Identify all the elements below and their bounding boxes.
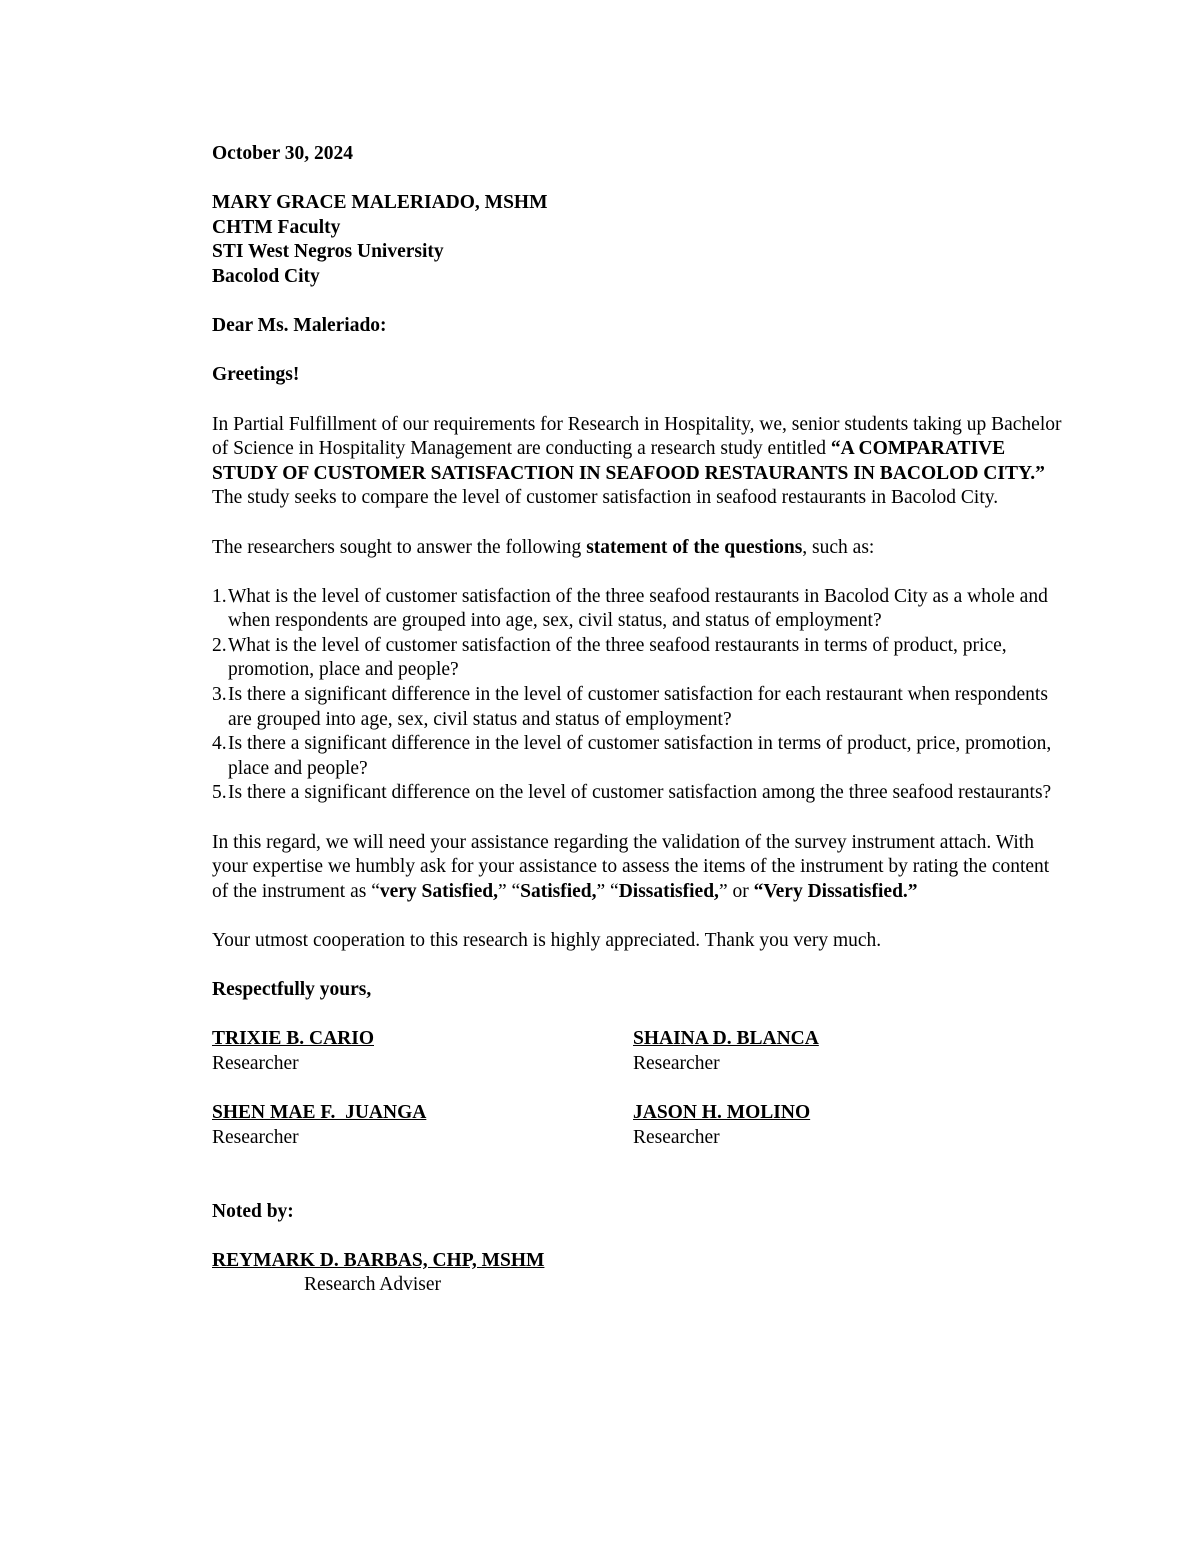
- researcher-name: SHAINA D. BLANCA: [633, 1028, 819, 1050]
- researcher-role: Researcher: [212, 1052, 299, 1074]
- questions-intro-before: The researchers sought to answer the following: [212, 536, 587, 558]
- researcher-name: TRIXIE B. CARIO: [212, 1028, 374, 1050]
- list-item-number: 1.: [212, 585, 227, 607]
- list-item-number: 5.: [212, 782, 227, 804]
- questions-list: [212, 585, 1062, 806]
- recipient-name: MARY GRACE MALERIADO, MSHM: [212, 192, 548, 214]
- recipient-block: [212, 191, 1062, 289]
- questions-intro-after: , such as:: [802, 536, 875, 558]
- request-quote: “: [371, 880, 380, 902]
- list-item: [212, 683, 1062, 732]
- list-item-text: Is there a significant difference on the level of customer satisfaction among the three seafood restaurants?: [228, 782, 1052, 804]
- rating-option-satisfied: Satisfied,: [520, 880, 597, 902]
- intro-text-after: The study seeks to compare the level of customer satisfaction in seafood restaurants in Bacolod City.: [212, 487, 999, 509]
- questions-intro: [212, 536, 1062, 561]
- list-item: [212, 732, 1062, 781]
- adviser-name: REYMARK D. BARBAS, CHP, MSHM: [212, 1249, 545, 1271]
- list-item-text: What is the level of customer satisfaction of the three seafood restaurants in terms of product, price, promotion, place and people?: [228, 634, 1007, 681]
- request-or: ” or: [718, 880, 754, 902]
- rating-option-dissatisfied: Dissatisfied,: [618, 880, 719, 902]
- intro-text-before: In Partial Fulfillment of our requirements for Research in Hospitality, we, senior students taking up Bachelor of Science in Hospitality Management are conducting a research study entitled: [212, 413, 1062, 460]
- researcher-role: Researcher: [212, 1126, 299, 1148]
- researcher-role: Researcher: [633, 1126, 720, 1148]
- rating-option-very-satisfied: very Satisfied,: [379, 880, 498, 902]
- request-paragraph: [212, 831, 1062, 905]
- list-item-number: 2.: [212, 634, 227, 656]
- researcher-role: Researcher: [633, 1052, 720, 1074]
- list-item-text: Is there a significant difference in the level of customer satisfaction for each restaurant when respondents are grouped into age, sex, civil status and status of employment?: [228, 684, 1048, 730]
- request-text: In this regard, we will need your assistance regarding the validation of the survey instrument attach. With your expertise we humbly ask for your assistance to assess the items of the instrument by rating the content of the instrument as: [212, 831, 1050, 902]
- letter-page: [212, 142, 1062, 1298]
- adviser-block: [212, 1249, 1062, 1298]
- greeting: Greetings!: [212, 364, 300, 386]
- list-item-number: 3.: [212, 684, 227, 706]
- signature-block: [633, 1027, 1062, 1076]
- list-item: [212, 585, 1062, 634]
- salutation: Dear Ms. Maleriado:: [212, 315, 387, 337]
- signature-row: [212, 1101, 1062, 1150]
- signature-block: [212, 1027, 633, 1076]
- list-item-text: What is the level of customer satisfaction of the three seafood restaurants in Bacolod City as a whole and when respondents are grouped into age, sex, civil status, and status of employment?: [228, 585, 1048, 632]
- list-item-number: 4.: [212, 733, 227, 755]
- recipient-position: CHTM Faculty: [212, 216, 341, 238]
- signature-row: [212, 1027, 1062, 1076]
- questions-intro-bold: statement of the questions: [586, 536, 803, 558]
- signature-block: [633, 1101, 1062, 1150]
- request-quote: ” “: [497, 880, 521, 902]
- signature-block: [212, 1101, 633, 1150]
- recipient-institution: STI West Negros University: [212, 241, 444, 263]
- closing-line: Respectfully yours,: [212, 979, 372, 1001]
- list-item: [212, 634, 1062, 683]
- rating-option-very-dissatisfied: “Very Dissatisfied.”: [753, 880, 918, 902]
- thanks-line: Your utmost cooperation to this research is highly appreciated. Thank you very much.: [212, 930, 882, 951]
- request-quote: ” “: [596, 880, 619, 902]
- adviser-role: Research Adviser: [304, 1274, 441, 1296]
- recipient-city: Bacolod City: [212, 265, 320, 287]
- researcher-name: SHEN MAE F. JUANGA: [212, 1102, 427, 1124]
- noted-by-label: Noted by:: [212, 1200, 294, 1222]
- researcher-name: JASON H. MOLINO: [633, 1102, 811, 1124]
- study-title: “A COMPARATIVE STUDY OF CUSTOMER SATISFACTION IN SEAFOOD RESTAURANTS IN BACOLOD CITY.”: [212, 438, 1045, 484]
- intro-paragraph: [212, 413, 1062, 511]
- list-item-text: Is there a significant difference in the level of customer satisfaction in terms of product, price, promotion, place and people?: [228, 733, 1052, 779]
- letter-date: October 30, 2024: [212, 143, 353, 164]
- list-item: [212, 781, 1062, 806]
